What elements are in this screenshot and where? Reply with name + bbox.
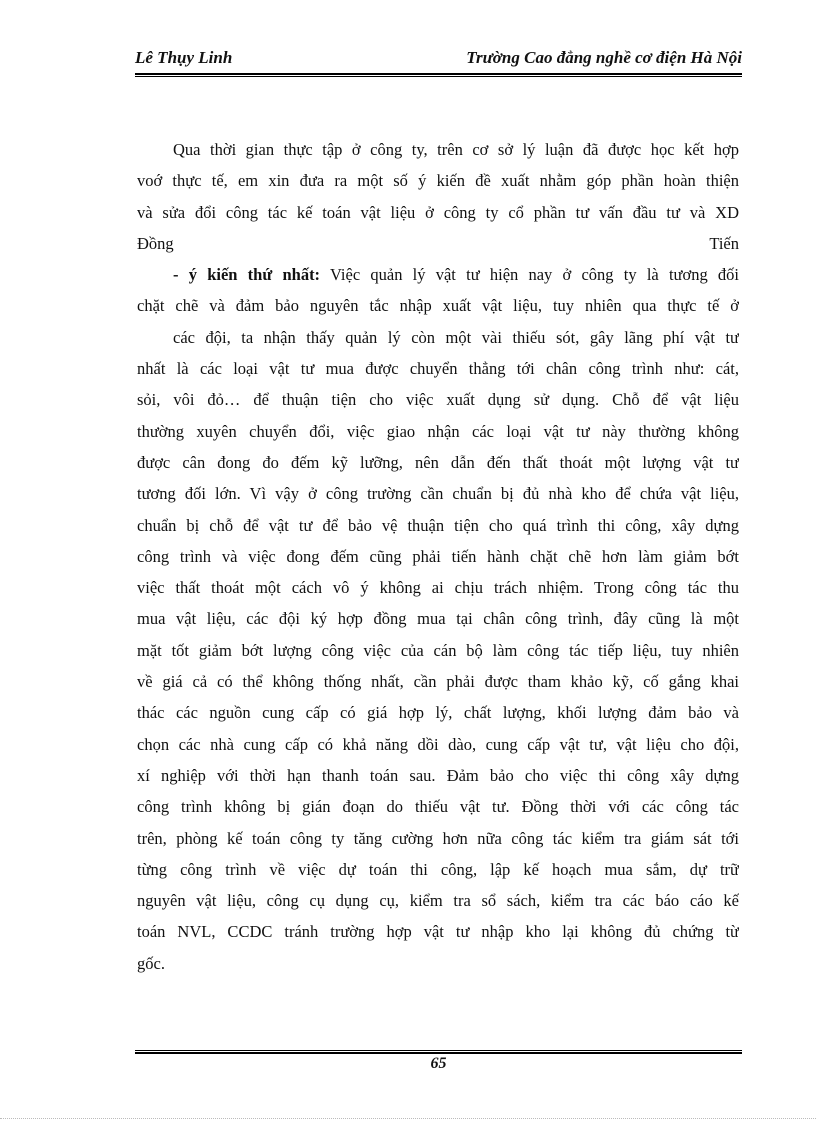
paragraph-line: tương đối lớn. Vì vậy ở công trường cần chuẩn bị đủ nhà kho để chứa vật liệu, — [137, 484, 739, 504]
paragraph-line: được cân đong đo đếm kỹ lưỡng, nên dẫn đến thất thoát một lượng vật tư — [137, 452, 739, 472]
suggestion-text: Việc quản lý vật tư hiện nay ở công ty là tương đối — [330, 265, 739, 285]
paragraph-line: công trình và việc đong đếm cũng phải tiến hành chặt chẽ hơn làm giảm bớt — [137, 546, 739, 566]
author-name: Lê Thụy Linh — [135, 48, 233, 67]
paragraph-line: việc thất thoát một cách vô ý không ai chịu trách nhiệm. Trong công tác thu — [137, 578, 739, 598]
paragraph-line: mua vật liệu, các đội ký hợp đồng mua tại chân công trình, đây cũng là một — [137, 609, 739, 629]
paragraph-line: Đồng Tiến — [137, 233, 739, 253]
paragraph-line: từng công trình về việc dự toán thi công, lập kế hoạch mua sắm, dự trữ — [137, 859, 739, 879]
paragraph-line: chặt chẽ và đảm bảo nguyên tắc nhập xuất vật liệu, tuy nhiên qua thực tế ở — [137, 296, 739, 316]
school-name: Trường Cao đẳng nghề cơ điện Hà Nội — [466, 48, 742, 67]
paragraph-line: các đội, ta nhận thấy quản lý còn một vài thiếu sót, gây lãng phí vật tư — [173, 327, 739, 347]
paragraph-line: nguyên vật liệu, công cụ dụng cụ, kiểm tra sổ sách, kiểm tra các báo cáo kế — [137, 891, 739, 911]
paragraph-line: xí nghiệp với thời hạn thanh toán sau. Đảm bảo cho việc thi công xây dựng — [137, 765, 739, 785]
paragraph-line: mặt tốt giảm bớt lượng công việc của cán bộ làm công tác tiếp liệu, tuy nhiên — [137, 640, 739, 660]
paragraph-line: về giá cả có thể không thống nhất, cần phải được tham khảo kỹ, cố gắng khai — [137, 672, 739, 692]
footer-rule — [135, 1050, 742, 1054]
paragraph-line: thác các nguồn cung cấp có giá hợp lý, chất lượng, khối lượng đảm bảo và — [137, 703, 739, 723]
paragraph-line: chuẩn bị chỗ để vật tư để bảo vệ thuận tiện cho quá trình thi công, xây dựng — [137, 515, 739, 535]
body-text — [137, 134, 739, 979]
header-rule — [135, 73, 742, 77]
paragraph-line: thường xuyên chuyển đổi, việc giao nhận các loại vật tư này thường không — [137, 421, 739, 441]
paragraph-line: trên, phòng kế toán công ty tăng cường hơn nữa công tác kiểm tra giám sát tới — [137, 828, 739, 848]
page-header — [135, 48, 742, 72]
page-number: 65 — [430, 1055, 447, 1072]
paragraph-line: Qua thời gian thực tập ở công ty, trên cơ sở lý luận đã được học kết hợp — [173, 140, 739, 159]
paragraph-line: sỏi, vôi đỏ… để thuận tiện cho việc xuất dụng sử dụng. Chỗ để vật liệu — [137, 390, 739, 410]
suggestion-heading: - ý kiến thứ nhất: — [173, 265, 321, 285]
page-bottom-border — [0, 1118, 816, 1119]
paragraph-line: công trình không bị gián đoạn do thiếu vật tư. Đồng thời với các công tác — [137, 797, 739, 817]
paragraph-line: chọn các nhà cung cấp có khả năng dồi dào, cung cấp vật tư, vật liệu cho đội, — [137, 734, 739, 754]
paragraph-line: voớ thực tế, em xin đưa ra một số ý kiến đề xuất nhằm góp phần hoàn thiện — [137, 171, 739, 191]
paragraph-line: nhất là các loại vật tư mua được chuyển thẳng tới chân công trình như: cát, — [137, 359, 739, 379]
paragraph-line: gốc. — [137, 953, 165, 973]
suggestion-first-line — [137, 259, 739, 290]
paragraph-line: và sửa đổi công tác kế toán vật liệu ở công ty cổ phần tư vấn đầu tư và XD — [137, 202, 739, 222]
paragraph-line: toán NVL, CCDC tránh trường hợp vật tư nhập kho lại không đủ chứng từ — [137, 922, 739, 942]
